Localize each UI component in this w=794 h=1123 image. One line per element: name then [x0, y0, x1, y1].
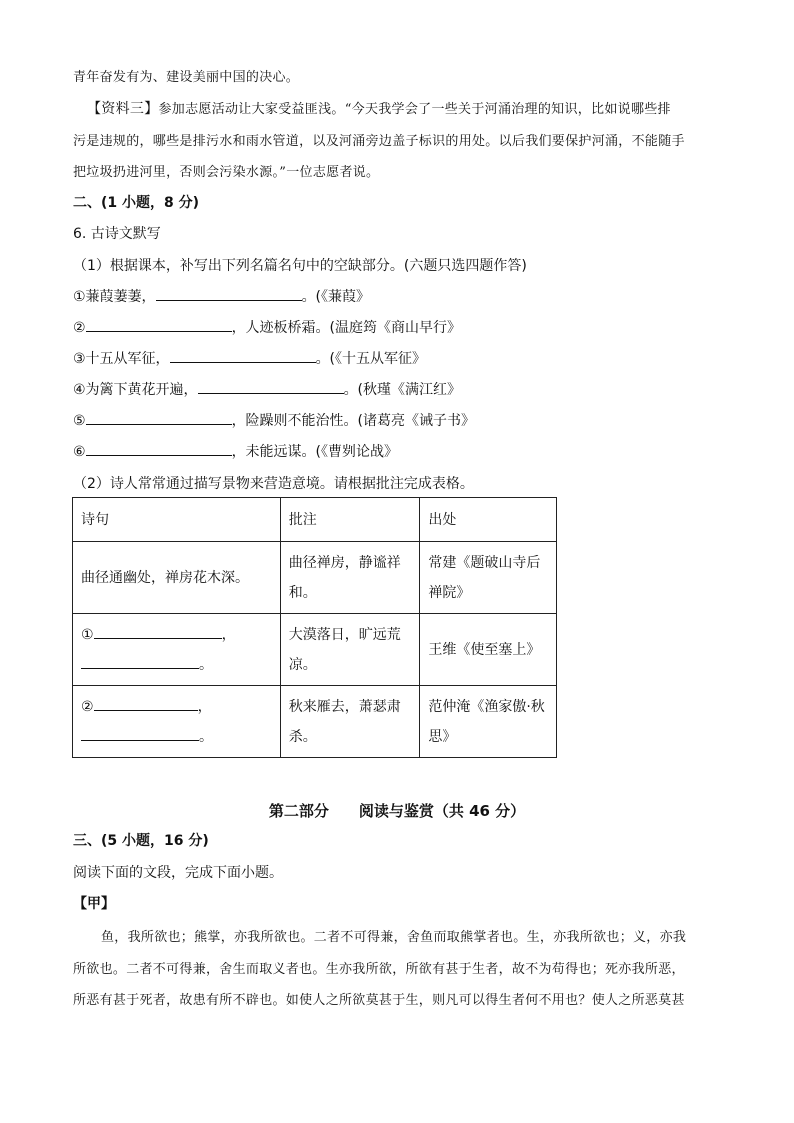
- material3-text-1: 参加志愿活动让大家受益匪浅。“今天我学会了一些关于河涌治理的知识，比如说哪些排: [158, 102, 671, 117]
- fill-item-6: [73, 441, 398, 461]
- table-header-row: [73, 498, 557, 542]
- passage-line2: 所欲也。二者不可得兼，舍生而取义者也。生亦我所欲，所欲有甚于生者，故不为苟得也；死亦我所恶，: [73, 962, 685, 977]
- table-row: [73, 686, 557, 758]
- material3-label: 【资料三】: [87, 101, 159, 117]
- table-row: [73, 614, 557, 686]
- row1-poem: 曲径通幽处，禅房花木深。: [73, 542, 281, 614]
- part-two-title: [0, 800, 794, 821]
- fill-item-3: [73, 348, 426, 368]
- part-two-title-left: 第二部分: [268, 802, 329, 820]
- fill-item-post: ，未能远谋。(《曹刿论战》: [231, 444, 399, 460]
- fill-blank[interactable]: [81, 726, 199, 741]
- fill-item-5: [73, 410, 475, 430]
- fill-blank[interactable]: [198, 379, 344, 394]
- passage-line1: 鱼，我所欲也；熊掌，亦我所欲也。二者不可得兼，舍鱼而取熊掌者也。生，亦我所欲也；义，亦我: [101, 930, 687, 945]
- passage-jia-label: 【甲】: [73, 896, 115, 912]
- question6-title: 6. 古诗文默写: [73, 226, 161, 242]
- fill-blank[interactable]: [94, 624, 222, 639]
- fill-item-2: [73, 317, 461, 337]
- material3-line2: 污是违规的，哪些是排污水和雨水管道，以及河涌旁边盖子标识的用处。以后我们要保护河涌，不能随手: [73, 134, 685, 149]
- row3-num: ②: [81, 698, 94, 715]
- row3-poem: [73, 686, 281, 758]
- fill-blank[interactable]: [86, 317, 232, 332]
- fill-blank[interactable]: [156, 286, 302, 301]
- fill-blank[interactable]: [94, 696, 198, 711]
- material3-line1: [73, 98, 671, 118]
- fill-item-pre: ③十五从军征，: [73, 351, 170, 367]
- part2-instruction: （2）诗人常常通过描写景物来营造意境。请根据批注完成表格。: [73, 476, 474, 492]
- row3-poem-line2: [81, 722, 272, 752]
- intro-tail-text: 青年奋发有为、建设美丽中国的决心。: [73, 70, 300, 85]
- header-source: 出处: [420, 498, 557, 542]
- row3-note: 秋来雁去，萧瑟肃杀。: [280, 686, 420, 758]
- header-note: 批注: [280, 498, 420, 542]
- part1-instruction: （1）根据课本，补写出下列名篇名句中的空缺部分。(六题只选四题作答): [73, 258, 527, 274]
- passage-line3: 所恶有甚于死者，故患有所不辟也。如使人之所欲莫甚于生，则凡可以得生者何不用也？使人之所恶莫甚: [73, 993, 685, 1008]
- fill-item-post: 。(《蒹葭》: [301, 289, 371, 305]
- row3-poem-line1: [81, 692, 272, 722]
- part-two-title-right: 阅读与鉴赏（共 46 分）: [358, 802, 526, 820]
- row3-period: 。: [199, 728, 213, 745]
- table-row: [73, 542, 557, 614]
- row2-poem-line2: [81, 650, 272, 680]
- fill-item-pre: ②: [73, 320, 86, 336]
- row2-poem-line1: [81, 620, 272, 650]
- row3-comma: ，: [197, 698, 212, 715]
- row1-source: 常建《题破山寺后禅院》: [420, 542, 557, 614]
- row1-note: 曲径禅房，静谧祥和。: [280, 542, 420, 614]
- poem-table: [72, 497, 557, 758]
- fill-item-pre: ④为篱下黄花开遍，: [73, 382, 198, 398]
- fill-item-pre: ⑤: [73, 413, 86, 429]
- section3-instruction: 阅读下面的文段，完成下面小题。: [73, 865, 283, 881]
- row2-note: 大漠落日，旷远荒凉。: [280, 614, 420, 686]
- header-poem: 诗句: [73, 498, 281, 542]
- row2-source: 王维《使至塞上》: [420, 614, 557, 686]
- section3-heading: 三、(5 小题，16 分): [73, 833, 209, 849]
- fill-blank[interactable]: [170, 348, 316, 363]
- fill-item-4: [73, 379, 461, 399]
- fill-item-pre: ①蒹葭萋萋，: [73, 289, 156, 305]
- row2-comma: ，: [221, 626, 236, 643]
- section2-heading: 二、(1 小题，8 分): [73, 195, 200, 211]
- material3-line3: 把垃圾扔进河里，否则会污染水源。”一位志愿者说。: [73, 165, 380, 180]
- fill-item-post: ，人迹板桥霜。(温庭筠《商山早行》: [231, 320, 462, 336]
- fill-item-post: ，险躁则不能治性。(诸葛亮《诫子书》: [231, 413, 476, 429]
- fill-item-pre: ⑥: [73, 444, 86, 460]
- fill-item-post: 。(《十五从军征》: [315, 351, 427, 367]
- fill-blank[interactable]: [86, 410, 232, 425]
- row2-period: 。: [199, 656, 213, 673]
- row2-num: ①: [81, 626, 94, 643]
- fill-item-1: [73, 286, 370, 306]
- fill-item-post: 。(秋瑾《满江红》: [343, 382, 462, 398]
- row3-source: 范仲淹《渔家傲·秋思》: [420, 686, 557, 758]
- row2-poem: [73, 614, 281, 686]
- fill-blank[interactable]: [86, 441, 232, 456]
- fill-blank[interactable]: [81, 654, 199, 669]
